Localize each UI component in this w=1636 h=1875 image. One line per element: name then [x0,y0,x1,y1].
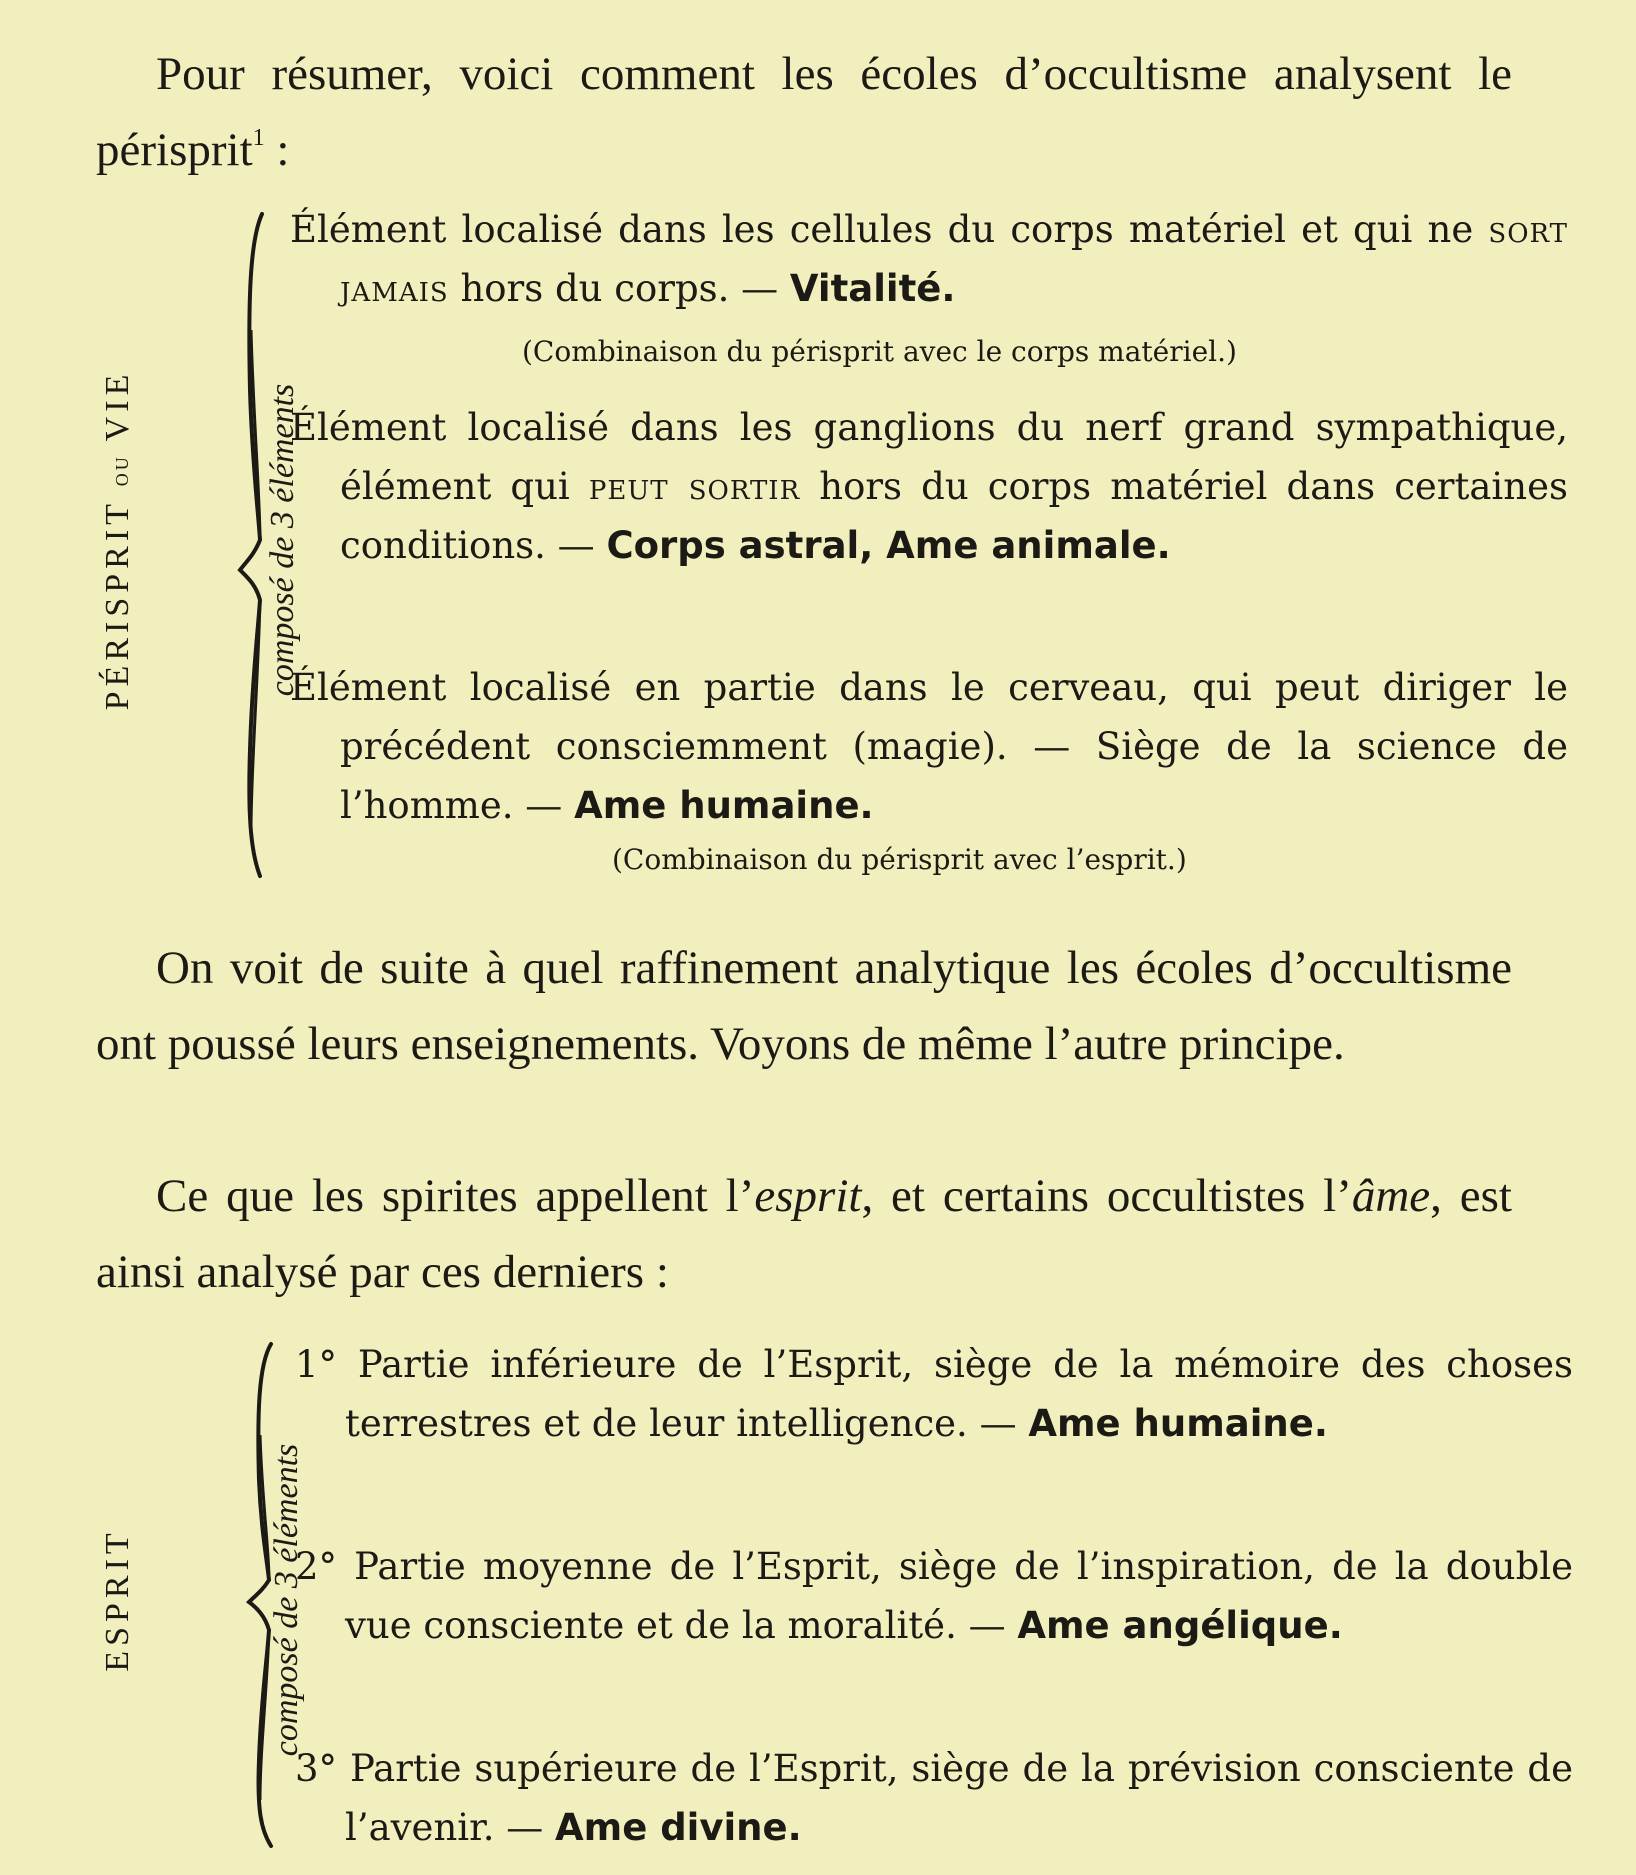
esprit-brace [243,1340,283,1850]
middle-paragraph-2: Ce que les spirites appellent l’esprit, et certains occultistes l’âme, est ainsi analysé par ces derniers : [96,1170,1512,1298]
perisprit-note-3: (Combinaison du périsprit avec l’esprit.) [612,843,1187,876]
perisprit-vertical-sublabel: composé de 3 éléments [264,383,301,697]
footnote-ref[interactable]: 1 [252,125,265,151]
esprit-items [295,1335,1573,1855]
perisprit-item-3: Élément localisé en partie dans le cerveau, qui peut diriger le précédent consciemment (magie). — Siège de la science de l’homme. — Ame humaine. [290,666,1568,827]
esprit-vertical-label: ESPRIT [99,1528,136,1672]
perisprit-items [290,200,1568,890]
intro-paragraph: Pour résumer, voici comment les écoles d’occultisme analysent le périsprit$^1$ : [96,48,1512,176]
perisprit-note-1: (Combinaison du périsprit avec le corps matériel.) [522,335,1237,368]
esprit-item-1: 1° Partie inférieure de l’Esprit, siège de la mémoire des choses terrestres et de leur intelligence. — Ame humaine. [295,1343,1573,1445]
perisprit-item-1: Élément localisé dans les cellules du corps matériel et qui ne sort jamais hors du corps. — Vitalité. [290,208,1568,310]
perisprit-group [80,200,1568,890]
esprit-vertical-sublabel: composé de 3 éléments [268,1443,305,1757]
perisprit-brace [236,210,276,880]
esprit-item-2: 2° Partie moyenne de l’Esprit, siège de l’inspiration, de la double vue consciente et de la moralité. — Ame angélique. [295,1545,1573,1647]
perisprit-item-2: Élément localisé dans les ganglions du nerf grand sympathique, élément qui peut sortir hors du corps matériel dans certaines conditions. — Corps astral, Ame animale. [290,406,1568,567]
esprit-item-3: 3° Partie supérieure de l’Esprit, siège de la prévision consciente de l’avenir. — Ame divine. [295,1747,1573,1849]
middle-paragraph-1: On voit de suite à quel raffinement analytique les écoles d’occultisme ont poussé leurs enseignements. Voyons de même l’autre principe. [96,942,1512,1070]
intro-text: Pour résumer, voici comment les écoles d’occultisme analysent le périsprit [96,48,1512,176]
esprit-group [80,1335,1573,1855]
perisprit-vertical-label: PÉRISPRIT ou VIE [99,369,136,711]
